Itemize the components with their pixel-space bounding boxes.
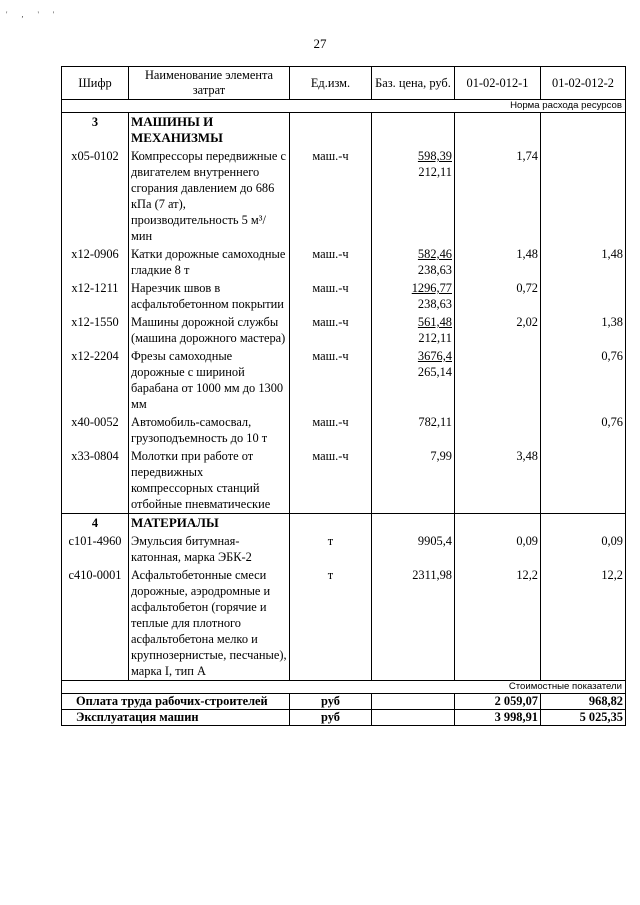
resource-table [61,66,626,726]
resource-name: Молотки при работе от передвижных компрессорных станций отбойные пневматические [129,447,290,514]
header-name: Наименование элемента затрат [129,67,290,100]
resource-name: Асфальтобетонные смеси дорожные, аэродромные и асфальтобетон (горячие и теплые для плотного асфальтобетона мелко и крупнозернистые, песчаные), марка I, тип А [129,566,290,681]
total-name: Эксплуатация машин [62,710,290,726]
resource-price [372,347,455,413]
resource-code: с410-0001 [62,566,129,681]
total-value-col1: 2 059,07 [455,694,541,710]
empty-cell [541,113,626,148]
totals-row [62,694,626,710]
norm-value-col2: 1,38 [541,313,626,347]
page-number: 27 [313,36,327,51]
empty-cell [372,514,455,533]
base-price-wage: 238,63 [417,297,452,311]
total-unit: руб [290,694,372,710]
base-price-wage: 212,11 [418,165,452,179]
base-price-wage: 238,63 [417,263,452,277]
resource-unit: маш.-ч [290,413,372,447]
table-row [62,313,626,347]
base-price: 9905,4 [417,534,452,548]
base-price: 2311,98 [412,568,452,582]
base-price: 1296,77 [411,281,452,295]
table-header-row [62,67,626,100]
resource-price [372,147,455,245]
base-price: 598,39 [417,149,452,163]
section-number: 3 [62,113,129,148]
resource-unit: маш.-ч [290,347,372,413]
empty-cell [372,694,455,710]
norm-value-col2: 12,2 [541,566,626,681]
norm-value-col2 [541,279,626,313]
table-row [62,245,626,279]
empty-cell [455,514,541,533]
totals-row [62,710,626,726]
resource-code: с101-4960 [62,532,129,566]
header-col2: 01-02-012-2 [541,67,626,100]
norms-band-label: Норма расхода ресурсов [62,100,626,113]
norm-value-col2: 0,09 [541,532,626,566]
base-price: 3676,4 [417,349,452,363]
resource-unit: т [290,532,372,566]
section-number: 4 [62,514,129,533]
resource-name: Автомобиль-самосвал, грузоподъемность до 10 т [129,413,290,447]
total-value-col1: 3 998,91 [455,710,541,726]
resource-price [372,313,455,347]
resource-code: х12-2204 [62,347,129,413]
table-row [62,566,626,681]
header-code: Шифр [62,67,129,100]
costs-band-row [62,681,626,694]
resource-code: х33-0804 [62,447,129,514]
norm-value-col2: 1,48 [541,245,626,279]
costs-band-label: Стоимостные показатели [62,681,626,694]
norm-value-col1: 12,2 [455,566,541,681]
header-unit: Ед.изм. [290,67,372,100]
empty-cell [541,514,626,533]
base-price-wage: 265,14 [417,365,452,379]
table-row [62,532,626,566]
total-unit: руб [290,710,372,726]
empty-cell [290,514,372,533]
base-price: 582,46 [417,247,452,261]
norms-band-row [62,100,626,113]
resource-price [372,532,455,566]
norm-value-col2 [541,447,626,514]
norm-value-col1 [455,347,541,413]
resource-price [372,279,455,313]
resource-code: х12-0906 [62,245,129,279]
norm-value-col2: 0,76 [541,347,626,413]
resource-code: х12-1550 [62,313,129,347]
resource-name: Эмульсия битумная-катонная, марка ЭБК-2 [129,532,290,566]
empty-cell [372,710,455,726]
empty-cell [290,113,372,148]
norm-value-col2: 0,76 [541,413,626,447]
section-heading-row [62,514,626,533]
total-value-col2: 968,82 [541,694,626,710]
norm-value-col1: 1,74 [455,147,541,245]
resource-name: Катки дорожные самоходные гладкие 8 т [129,245,290,279]
empty-cell [372,113,455,148]
scan-marks: ' , ' ' [6,10,61,19]
resource-unit: т [290,566,372,681]
base-price-wage: 212,11 [418,331,452,345]
norm-value-col1: 3,48 [455,447,541,514]
norm-value-col1: 0,09 [455,532,541,566]
table-row [62,413,626,447]
resource-code: х12-1211 [62,279,129,313]
header-price: Баз. цена, руб. [372,67,455,100]
table-row [62,147,626,245]
resource-price [372,447,455,514]
total-value-col2: 5 025,35 [541,710,626,726]
table-row [62,279,626,313]
section-heading-row [62,113,626,148]
base-price: 782,11 [418,415,452,429]
resource-price [372,245,455,279]
header-col1: 01-02-012-1 [455,67,541,100]
resource-name: Фрезы самоходные дорожные с шириной барабана от 1000 мм до 1300 мм [129,347,290,413]
norm-value-col2 [541,147,626,245]
total-name: Оплата труда рабочих-строителей [62,694,290,710]
resource-name: Машины дорожной службы (машина дорожного мастера) [129,313,290,347]
norm-value-col1: 1,48 [455,245,541,279]
norm-value-col1 [455,413,541,447]
resource-name: Нарезчик швов в асфальтобетонном покрытии [129,279,290,313]
resource-unit: маш.-ч [290,313,372,347]
base-price: 7,99 [430,449,452,463]
resource-code: х05-0102 [62,147,129,245]
resource-price [372,413,455,447]
table-row [62,347,626,413]
norm-value-col1: 0,72 [455,279,541,313]
table-row [62,447,626,514]
resource-name: Компрессоры передвижные с двигателем внутреннего сгорания давлением до 686 кПа (7 ат), производительность 5 м³/мин [129,147,290,245]
section-title: МАШИНЫ И МЕХАНИЗМЫ [129,113,290,148]
resource-code: х40-0052 [62,413,129,447]
resource-unit: маш.-ч [290,245,372,279]
empty-cell [455,113,541,148]
norm-value-col1: 2,02 [455,313,541,347]
resource-unit: маш.-ч [290,447,372,514]
resource-price [372,566,455,681]
resource-unit: маш.-ч [290,279,372,313]
resource-unit: маш.-ч [290,147,372,245]
base-price: 561,48 [417,315,452,329]
section-title: МАТЕРИАЛЫ [129,514,290,533]
